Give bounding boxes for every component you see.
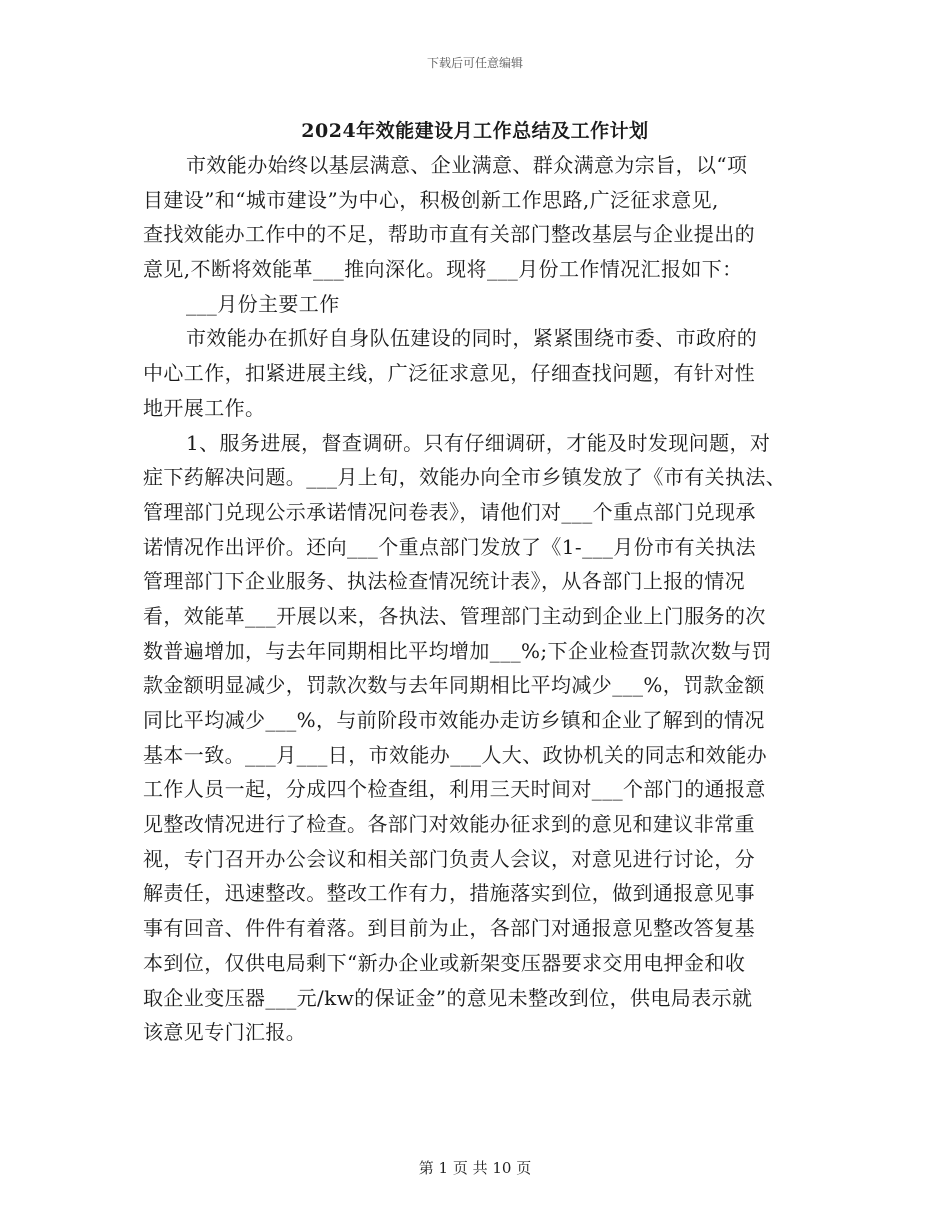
paragraph-line: 看，效能革___开展以来，各执法、管理部门主动到企业上门服务的次 — [143, 603, 766, 628]
paragraph-line: 查找效能办工作中的不足，帮助市直有关部门整改基层与企业提出的 — [143, 222, 755, 247]
paragraph-line: 该意见专门汇报。 — [143, 1020, 307, 1045]
paragraph-line: 工作人员一起，分成四个检查组，利用三天时间对___个部门的通报意 — [143, 777, 766, 802]
paragraph-line: 市效能办在抓好自身队伍建设的同时，紧紧围绕市委、市政府的 — [186, 326, 758, 351]
paragraph-line: 数普遍增加，与去年同期相比平均增加___%;下企业检查罚款次数与罚 — [143, 638, 772, 663]
paragraph-line: 管理部门下企业服务、执法检查情况统计表》，从各部门上报的情况 — [143, 569, 745, 594]
page-header: 下载后可任意编辑 — [426, 56, 523, 70]
paragraph-line: 1、服务进展，督查调研。只有仔细调研，才能及时发现问题，对 — [186, 430, 771, 455]
paragraph-line: 解责任，迅速整改。整改工作有力，措施落实到位，做到通报意见事 — [143, 881, 755, 906]
paragraph-line: 事有回音、件件有着落。到目前为止，各部门对通报意见整改答复基 — [143, 916, 755, 941]
paragraph-line: 视，专门召开办公会议和相关部门负责人会议，对意见进行讨论，分 — [143, 846, 755, 871]
paragraph-line: 目建设”和“城市建设”为中心，积极创新工作思路,广泛征求意见, — [143, 187, 719, 212]
paragraph-line: 市效能办始终以基层满意、企业满意、群众满意为宗旨，以“项 — [186, 153, 748, 177]
document-title: 2024年效能建设月工作总结及工作计划 — [301, 120, 649, 142]
paragraph-line: 见整改情况进行了检查。各部门对效能办征求到的意见和建议非常重 — [143, 812, 755, 837]
paragraph-line: 诺情况作出评价。还向___个重点部门发放了《1-___月份市有关执法 — [143, 534, 757, 559]
section-heading: ___月份主要工作 — [186, 291, 340, 316]
paragraph-line: 款金额明显减少，罚款次数与去年同期相比平均减少___%，罚款金额 — [143, 673, 765, 698]
paragraph-line: 基本一致。___月___日，市效能办___人大、政协机关的同志和效能办 — [143, 742, 767, 767]
paragraph-line: 同比平均减少___%，与前阶段市效能办走访乡镇和企业了解到的情况 — [143, 708, 765, 732]
paragraph-line: 症下药解决问题。___月上旬，效能办向全市乡镇发放了《市有关执法、 — [143, 465, 787, 490]
paragraph-line: 本到位，仅供电局剩下“新办企业或新架变压器要求交用电押金和收 — [143, 950, 746, 975]
paragraph-line: 中心工作，扣紧进展主线，广泛征求意见，仔细查找问题，有针对性 — [143, 361, 755, 386]
paragraph-line: 取企业变压器___元/kw的保证金”的意见未整改到位，供电局表示就 — [143, 985, 753, 1010]
document-body — [143, 148, 813, 1050]
page-footer: 第 1 页 共 10 页 — [418, 1159, 532, 1177]
paragraph-line: 管理部门兑现公示承诺情况问卷表》，请他们对___个重点部门兑现承 — [143, 499, 756, 524]
paragraph-line: 地开展工作。 — [143, 395, 266, 420]
paragraph-line: 意见,不断将效能革___推向深化。现将___月份工作情况汇报如下： — [143, 257, 743, 282]
